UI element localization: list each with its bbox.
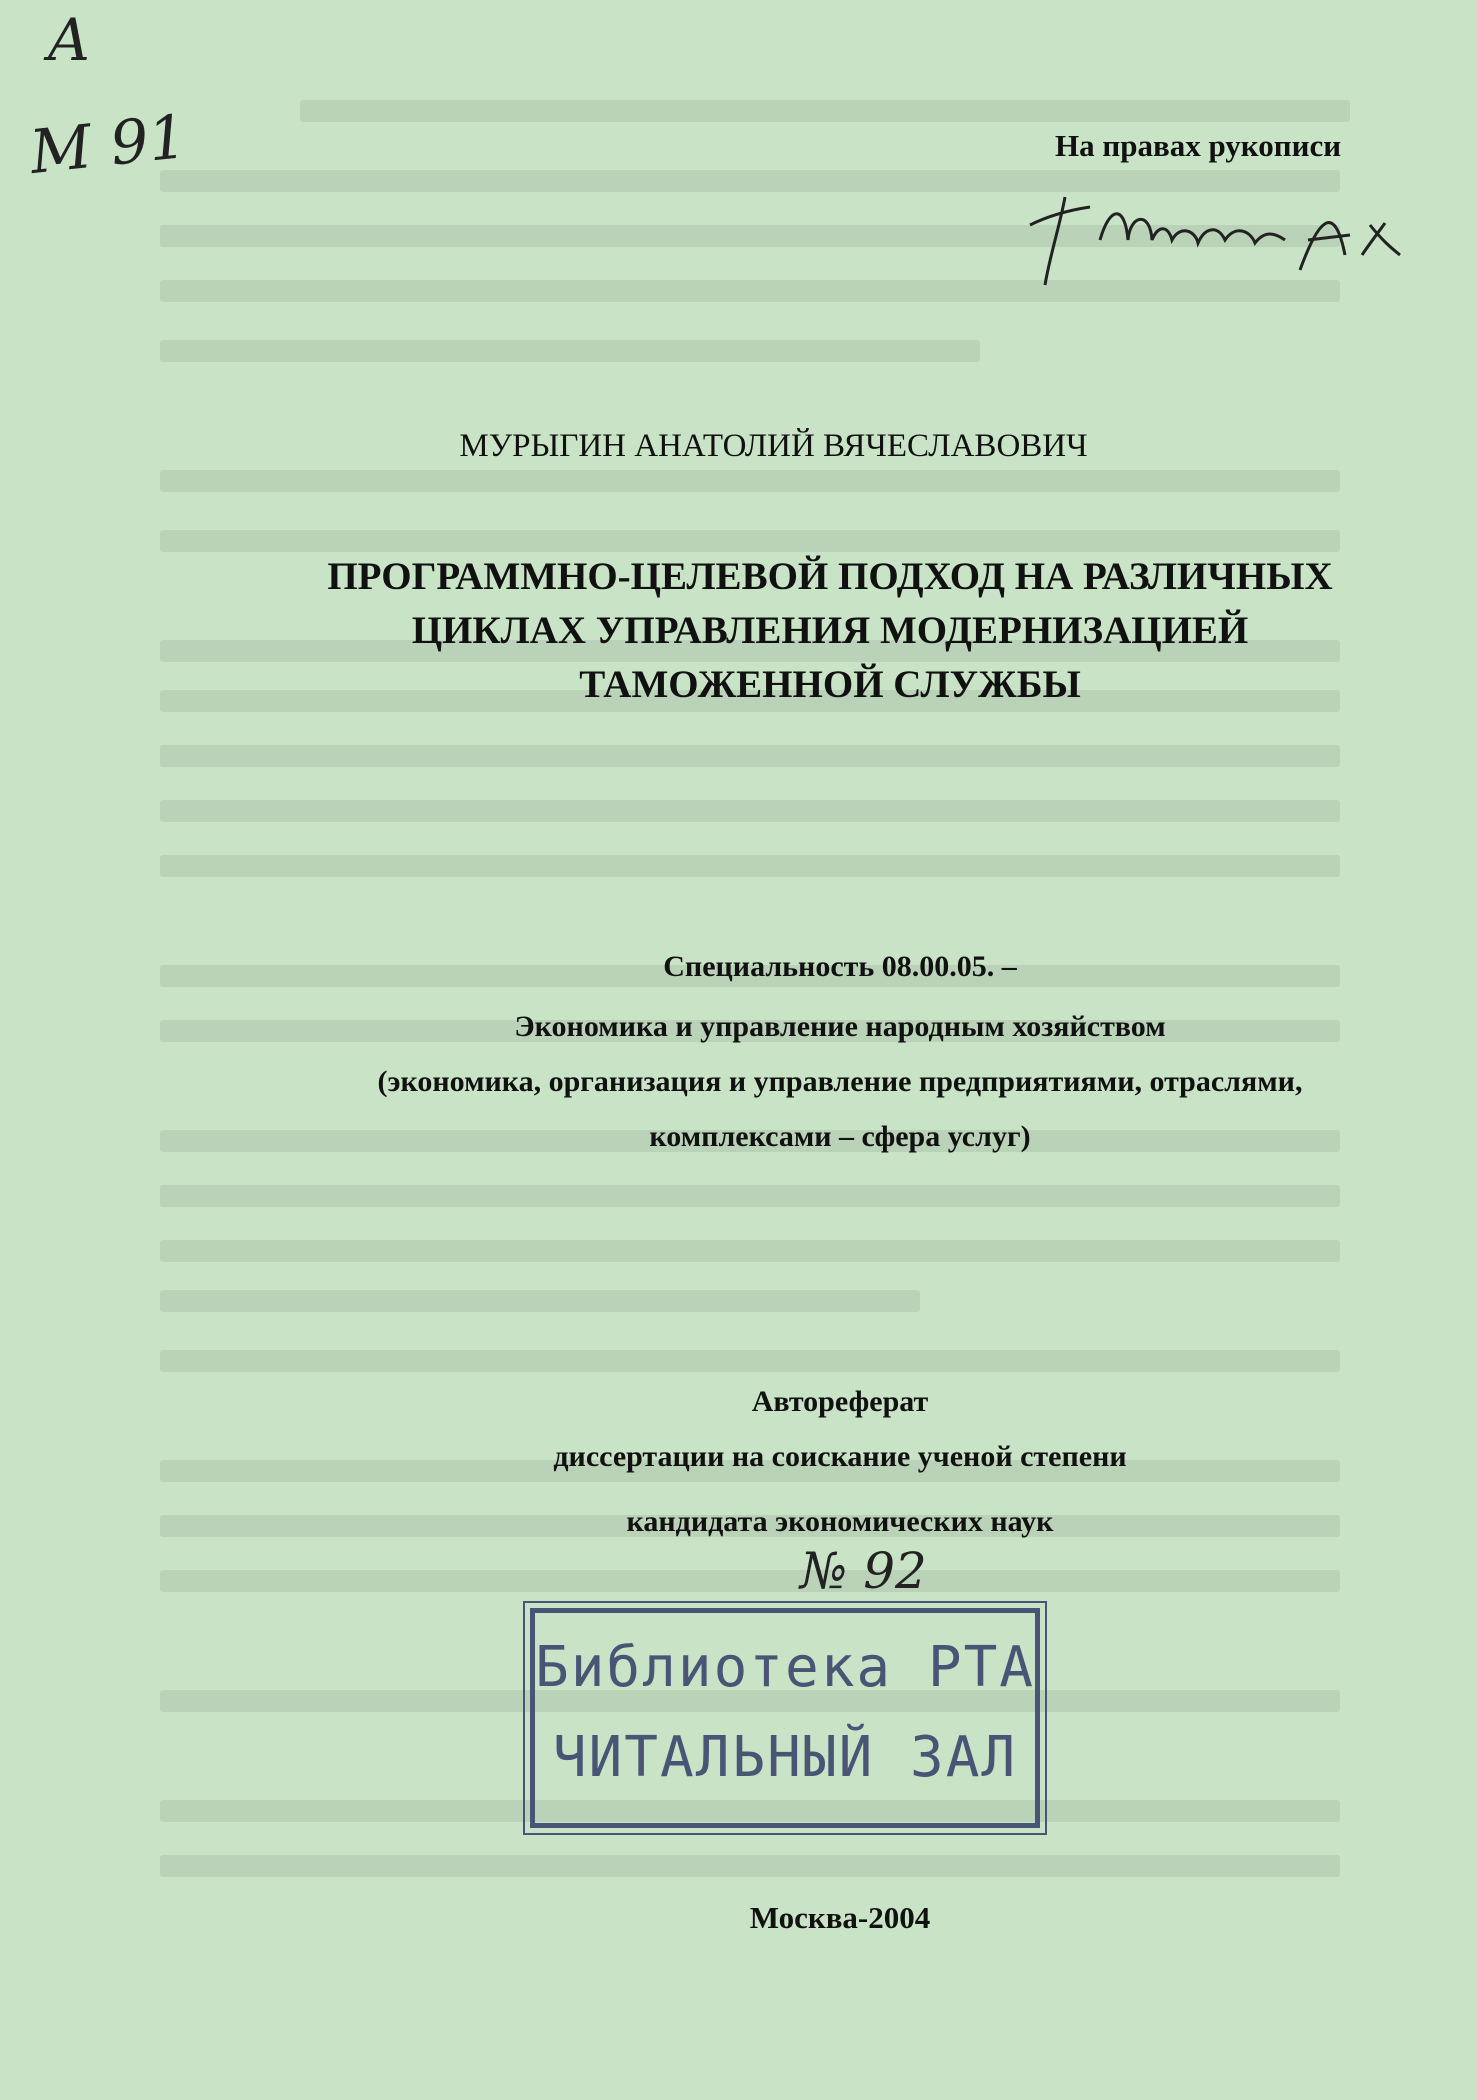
- title-line: ЦИКЛАХ УПРАВЛЕНИЯ МОДЕРНИЗАЦИЕЙ: [411, 609, 1249, 652]
- handwritten-code-mark: M 91: [26, 101, 191, 189]
- stamp-line: ЧИТАЛЬНЫЙ ЗАЛ: [552, 1725, 1018, 1790]
- abstract-label: Автореферат: [751, 1385, 929, 1418]
- rights-note: На правах рукописи: [1055, 128, 1342, 163]
- specialty-line: Экономика и управление народным хозяйством: [514, 1010, 1166, 1043]
- handwritten-letter-mark: A: [48, 6, 90, 74]
- city-year: Москва-2004: [749, 1900, 931, 1935]
- title-line: ТАМОЖЕННОЙ СЛУЖБЫ: [579, 663, 1081, 706]
- dissertation-title: [285, 550, 1375, 712]
- author-name: МУРЫГИН АНАТОЛИЙ ВЯЧЕСЛАВОВИЧ: [459, 428, 1088, 464]
- specialty-code: Специальность 08.00.05. –: [663, 950, 1017, 983]
- abstract-line: кандидата экономических наук: [626, 1505, 1054, 1538]
- abstract-line: диссертации на соискание ученой степени: [553, 1440, 1127, 1473]
- handwritten-number: № 92: [800, 1542, 927, 1600]
- stamp-line: Библиотека РТА: [535, 1635, 1036, 1700]
- specialty-line: (экономика, организация и управление предприятиями, отраслями,: [377, 1065, 1303, 1098]
- handwritten-signature: [990, 185, 1420, 295]
- specialty-line: комплексами – сфера услуг): [649, 1120, 1031, 1153]
- library-stamp: [530, 1608, 1040, 1828]
- title-line: ПРОГРАММНО-ЦЕЛЕВОЙ ПОДХОД НА РАЗЛИЧНЫХ: [327, 555, 1333, 598]
